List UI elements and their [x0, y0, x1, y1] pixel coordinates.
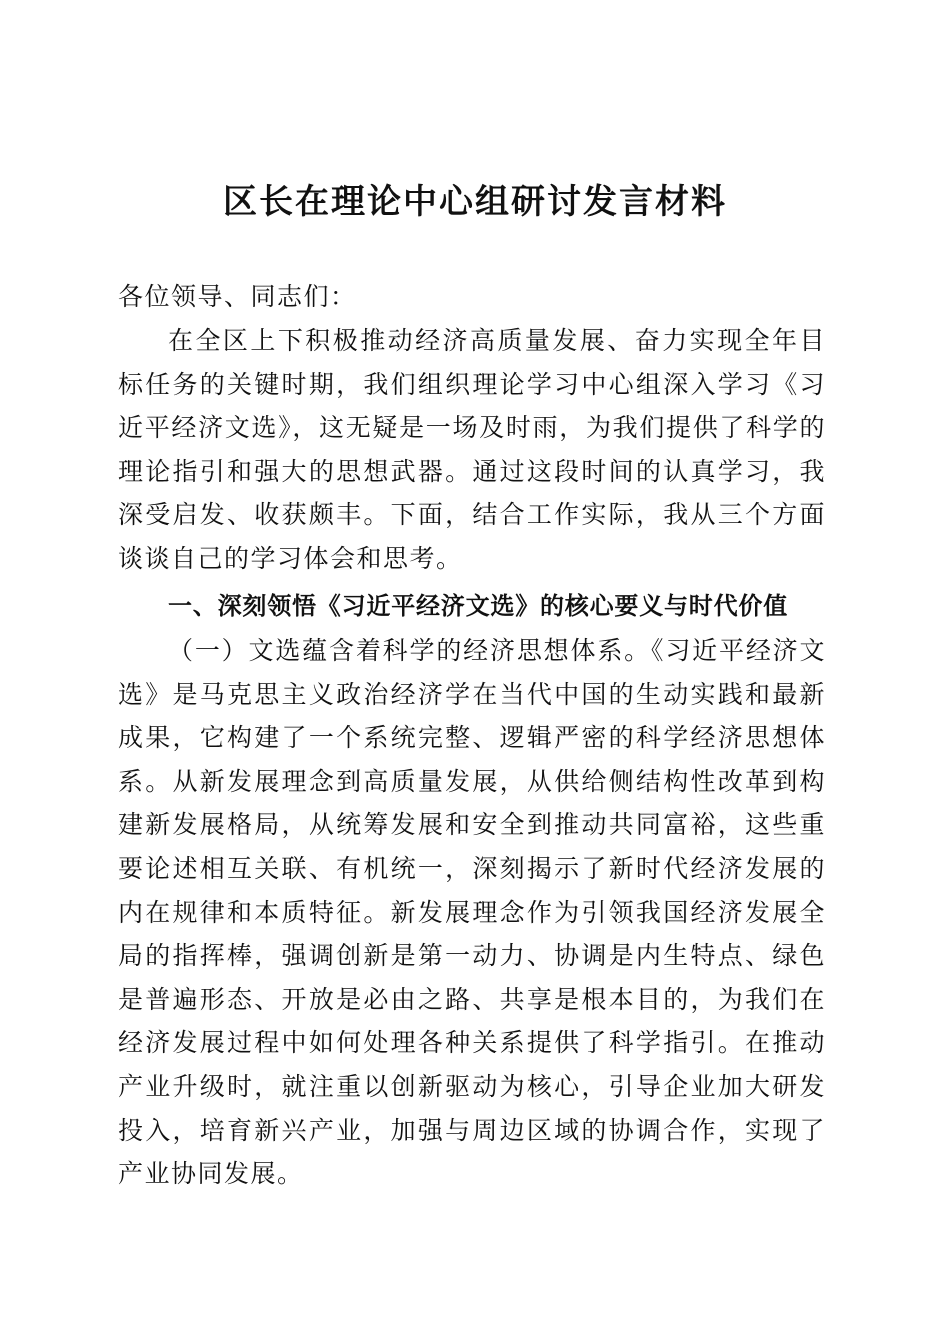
intro-paragraph: 在全区上下积极推动经济高质量发展、奋力实现全年目标任务的关键时期，我们组织理论学习中心组深入学习《习近平经济文选》，这无疑是一场及时雨，为我们提供了科学的理论指引和强大的思想武器。通过这段时间的认真学习，我深受启发、收获颇丰。下面，结合工作实际，我从三个方面谈谈自己的学习体会和思考。: [118, 326, 826, 573]
document-title: 区长在理论中心组研讨发言材料: [223, 182, 727, 222]
section-heading: 一、深刻领悟《习近平经济文选》的核心要义与时代价值: [168, 592, 788, 620]
salutation: 各位领导、同志们：: [118, 282, 357, 311]
section-paragraph: （一）文选蕴含着科学的经济思想体系。《习近平经济文选》是马克思主义政治经济学在当代中国的生动实践和最新成果，它构建了一个系统完整、逻辑严密的科学经济思想体系。从新发展理念到高质量发展，从供给侧结构性改革到构建新发展格局，从统筹发展和安全到推动共同富裕，这些重要论述相互关联、有机统一，深刻揭示了新时代经济发展的内在规律和本质特征。新发展理念作为引领我国经济发展全局的指挥棒，强调创新是第一动力、协调是内生特点、绿色是普遍形态、开放是必由之路、共享是根本目的，为我们在经济发展过程中如何处理各种关系提供了科学指引。在推动产业升级时，就注重以创新驱动为核心，引导企业加大研发投入，培育新兴产业，加强与周边区域的协调合作，实现了产业协同发展。: [118, 636, 826, 1189]
